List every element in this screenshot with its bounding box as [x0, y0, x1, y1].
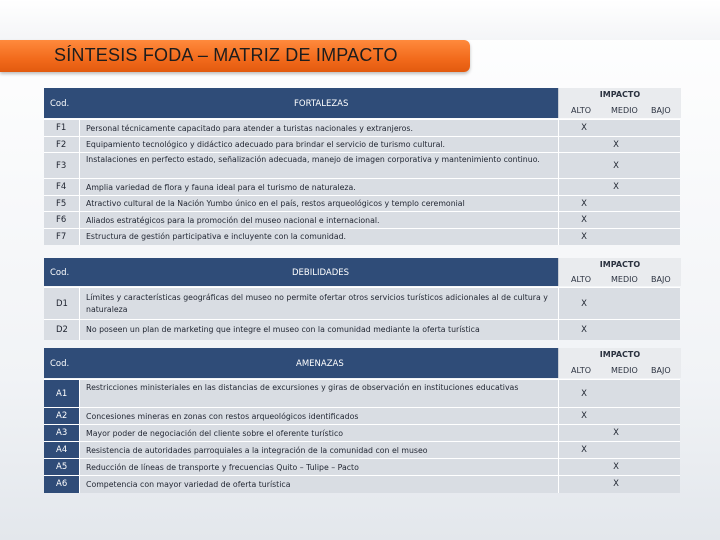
amenazas-section [44, 348, 680, 508]
impact-header [558, 88, 681, 118]
debilidades-section [44, 258, 680, 342]
table-row [44, 211, 680, 229]
bajo-label: BAJO [651, 366, 671, 375]
cod-label: Cod. [50, 99, 70, 109]
impact-mark-medio: X [613, 139, 619, 150]
row-description: Competencia con mayor variedad de oferta turística [86, 479, 291, 489]
cell-divider [79, 380, 80, 408]
cell-divider [79, 153, 80, 179]
row-description: Personal técnicamente capacitado para atender a turistas nacionales y extranjeros. [86, 123, 413, 133]
table-row [44, 424, 680, 442]
impact-header [558, 258, 681, 286]
alto-label: ALTO [571, 366, 592, 375]
impact-label: IMPACTO [599, 260, 641, 269]
cell-divider [558, 380, 559, 408]
cod-label: Cod. [50, 359, 70, 369]
impact-mark-alto: X [581, 215, 587, 225]
row-code: A6 [56, 479, 68, 489]
row-code: A4 [56, 445, 68, 455]
row-description: Restricciones ministeriales en las distancias de excursiones y giras de observación en instituciones educativas [86, 383, 519, 392]
row-description: Atractivo cultural de la Nación Yumbo único en el país, restos arqueológicos y templo ceremonial [86, 199, 465, 208]
bajo-label: BAJO [651, 106, 671, 115]
amenazas-header [44, 348, 558, 378]
row-code: F1 [56, 123, 67, 133]
cell-divider [558, 196, 559, 212]
row-description: No poseen un plan de marketing que integre el museo con la comunidad mediante la oferta turística [86, 325, 480, 334]
cell-divider [79, 212, 80, 229]
cell-divider [79, 476, 80, 493]
impact-label: IMPACTO [599, 350, 641, 359]
cell-divider [558, 476, 559, 493]
impact-mark-medio: X [613, 462, 619, 472]
table-row [44, 195, 680, 212]
row-code: F3 [56, 160, 67, 171]
fortalezas-header [44, 88, 558, 118]
row-description: Concesiones mineras en zonas con restos arqueológicos identificados [86, 411, 359, 421]
cell-divider [558, 179, 559, 196]
row-description: Límites y características geográficas del museo no permite ofertar otros servicios turísticos adicionales al de cultura y naturaleza [86, 293, 548, 314]
table-row [44, 379, 680, 408]
row-description: Amplia variedad de flora y fauna ideal para el turismo de naturaleza. [86, 182, 356, 192]
cell-divider [79, 179, 80, 196]
table-row [44, 407, 680, 425]
cell-divider [558, 425, 559, 442]
row-code: A5 [56, 462, 68, 472]
cell-divider [558, 320, 559, 340]
amenazas-heading: AMENAZAS [296, 359, 344, 369]
impact-label: IMPACTO [599, 90, 641, 99]
medio-label: MEDIO [611, 275, 638, 284]
fortalezas-section [44, 88, 680, 252]
medio-label: MEDIO [611, 366, 638, 375]
alto-label: ALTO [571, 106, 592, 115]
table-row [44, 228, 680, 245]
row-description: Equipamiento tecnológico y didáctico adecuado para brindar el servicio de turismo cultural. [86, 140, 446, 149]
cell-divider [79, 288, 80, 320]
row-description: Resistencia de autoridades parroquiales a la integración de la comunidad con el museo [86, 445, 428, 455]
cell-divider [79, 196, 80, 212]
row-code: D2 [56, 324, 68, 335]
debilidades-header [44, 258, 558, 286]
cell-divider [79, 137, 80, 153]
debilidades-heading: DEBILIDADES [292, 268, 350, 278]
table-row [44, 475, 680, 493]
row-description: Aliados estratégicos para la promoción del museo nacional e internacional. [86, 215, 380, 225]
cell-divider [79, 320, 80, 340]
row-code: F2 [56, 139, 67, 150]
top-band [0, 0, 720, 40]
table-row [44, 319, 680, 340]
impact-mark-alto: X [581, 324, 587, 335]
impact-mark-medio: X [613, 479, 619, 489]
row-code: F5 [56, 198, 67, 209]
page-title: SÍNTESIS FODA – MATRIZ DE IMPACTO [54, 45, 398, 65]
cell-divider [79, 442, 80, 459]
cell-divider [79, 459, 80, 476]
row-code: A2 [56, 411, 68, 421]
row-description: Estructura de gestión participativa e incluyente con la comunidad. [86, 232, 347, 241]
bajo-label: BAJO [651, 275, 671, 284]
row-description: Instalaciones en perfecto estado, señalización adecuada, manejo de imagen corporativa y mantenimiento continuo. [86, 155, 540, 164]
cell-divider [558, 288, 559, 320]
cell-divider [558, 408, 559, 425]
fortalezas-heading: FORTALEZAS [294, 99, 349, 109]
cell-divider [558, 212, 559, 229]
alto-label: ALTO [571, 275, 592, 284]
impact-header [558, 348, 681, 378]
row-description: Mayor poder de negociación del cliente sobre el oferente turístico [86, 428, 344, 438]
cell-divider [79, 229, 80, 245]
table-row [44, 178, 680, 196]
row-code: A1 [56, 388, 68, 399]
row-code: A3 [56, 428, 68, 438]
impact-mark-alto: X [581, 298, 587, 309]
row-description: Reducción de líneas de transporte y frecuencias Quito – Tulipe – Pacto [86, 462, 359, 472]
cell-divider [558, 229, 559, 245]
row-code: F7 [56, 231, 67, 242]
title-banner [0, 40, 470, 72]
cell-divider [558, 459, 559, 476]
impact-mark-alto: X [581, 198, 587, 209]
cell-divider [558, 442, 559, 459]
cod-label: Cod. [50, 268, 70, 278]
impact-mark-alto: X [581, 388, 587, 399]
cell-divider [79, 120, 80, 137]
medio-label: MEDIO [611, 106, 638, 115]
row-code: F4 [56, 182, 67, 192]
impact-mark-alto: X [581, 445, 587, 455]
impact-mark-medio: X [613, 182, 619, 192]
cell-divider [79, 425, 80, 442]
table-row [44, 287, 680, 320]
table-row [44, 441, 680, 459]
cell-divider [558, 137, 559, 153]
impact-mark-alto: X [581, 411, 587, 421]
cell-divider [79, 408, 80, 425]
cell-divider [558, 153, 559, 179]
impact-mark-alto: X [581, 231, 587, 242]
cell-divider [558, 120, 559, 137]
row-code: F6 [56, 215, 67, 225]
table-row [44, 119, 680, 137]
row-code: D1 [56, 298, 68, 309]
table-row [44, 152, 680, 179]
impact-mark-medio: X [613, 428, 619, 438]
table-row [44, 136, 680, 153]
impact-mark-alto: X [581, 123, 587, 133]
impact-mark-medio: X [613, 160, 619, 171]
table-row [44, 458, 680, 476]
